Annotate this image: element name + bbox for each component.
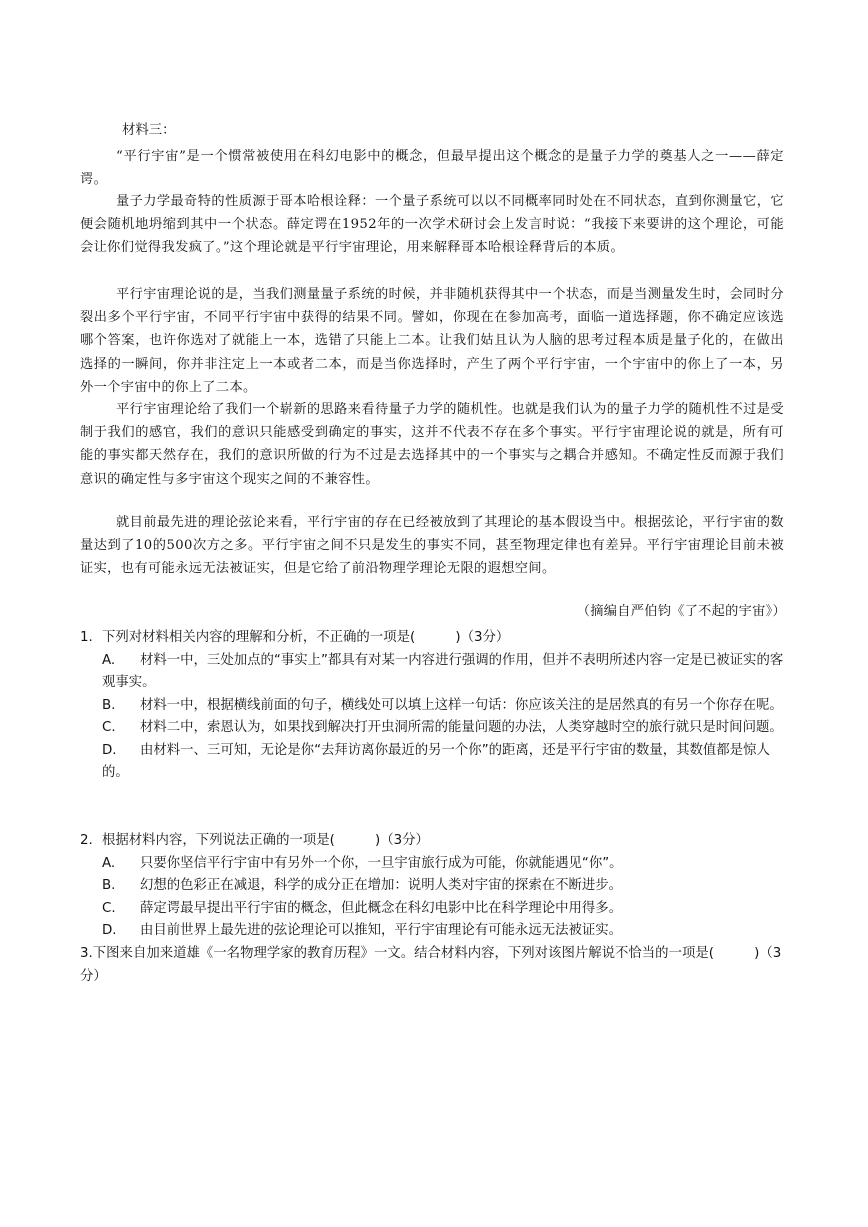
option-a — [80, 853, 790, 876]
option-text: 材料一中，三处加点的“事实上”都具有对某一内容进行强调的作用，但并不表明所述内容一定是已被证实的客观事实。 — [102, 652, 784, 690]
option-label: A. — [102, 652, 116, 668]
option-label: C. — [102, 720, 116, 735]
question-text: 根据材料内容，下列说法正确的一项是( )（3分） — [102, 833, 429, 848]
option-text: 薛定谔最早提出平行宇宙的概念，但此概念在科幻电影中比在科学理论中用得多。 — [140, 900, 623, 916]
question-text: 下图来自加来道雄《一名物理学家的教育历程》一文。结合材料内容，下列对该图片解说不恰当的一项是( )（3分） — [80, 946, 782, 984]
material-heading: 材料三： — [122, 123, 176, 138]
question-number: 1. — [80, 630, 93, 645]
option-label: B. — [102, 878, 116, 893]
question-3 — [80, 943, 790, 988]
option-text: 材料一中，根据横线前面的句子，横线处可以填上这样一句话：你应该关注的是居然真的有另一个你存在呢。 — [140, 697, 783, 713]
material-source: （摘编自严伯钧《了不起的宇宙》） — [576, 604, 786, 619]
material-paragraph-3: 平行宇宙理论说的是，当我们测量量子系统的时候，并非随机获得其中一个状态，而是当测量发生时，会同时分裂出多个平行宇宙，不同平行宇宙中获得的结果不同。譬如，你现在在参加高考，面临一道选择题，你不确定应该选哪个答案，也许你选对了就能上一本，选错了只能上二本。让我们姑且认为人脑的思考过程本质是量子化的，在做出选择的一瞬间，你并非注定上一本或者二本，而是当你选择时，产生了两个平行宇宙，一个宇宙中的你上了一本，另外一个宇宙中的你上了二本。 — [80, 287, 784, 395]
option-c — [80, 717, 790, 740]
option-b — [80, 875, 790, 898]
material-paragraph-1: “平行宇宙”是一个惯常被使用在科幻电影中的概念，但最早提出这个概念的是量子力学的奠基人之一——薛定谔。 — [80, 149, 784, 188]
question-text: 下列对材料相关内容的理解和分析，不正确的一项是( )（3分） — [102, 630, 510, 645]
material-paragraph-2: 量子力学最奇特的性质源于哥本哈根诠释：一个量子系统可以以不同概率同时处在不同状态，直到你测量它，它便会随机地坍缩到其中一个状态。薛定谔在1952年的一次学术研讨会上发言时说：“我接下来要讲的这个理论，可能会让你们觉得我发疯了。”这个理论就是平行宇宙理论，用来解释哥本哈根诠释背后的本质。 — [80, 194, 784, 256]
option-b — [80, 695, 790, 718]
question-number: 2. — [80, 833, 93, 848]
option-text: 幻想的色彩正在减退，科学的成分正在增加：说明人类对宇宙的探索在不断进步。 — [140, 878, 623, 893]
question-1 — [80, 627, 790, 785]
option-c — [80, 898, 790, 921]
material-paragraph-5: 就目前最先进的理论弦论来看，平行宇宙的存在已经被放到了其理论的基本假设当中。根据弦论，平行宇宙的数量达到了10的500次方之多。平行宇宙之间不只是发生的事实不同，甚至物理定律也有差异。平行宇宙理论目前未被证实，也有可能永远无法被证实，但是它给了前沿物理学理论无限的遐想空间。 — [80, 515, 784, 577]
question-stem — [80, 830, 790, 853]
question-stem — [80, 943, 790, 988]
option-text: 材料二中，索恩认为，如果找到解决打开虫洞所需的能量问题的办法，人类穿越时空的旅行就只是时间问题。 — [140, 720, 783, 735]
material-paragraph-4: 平行宇宙理论给了我们一个崭新的思路来看待量子力学的随机性。也就是我们认为的量子力学的随机性不过是受制于我们的感官，我们的意识只能感受到确定的事实，这并不代表不存在多个事实。平行宇宙理论说的就是，所有可能的事实都天然存在，我们的意识所做的行为不过是去选择其中的一个事实与之耦合并感知。不确定性反而源于我们意识的确定性与多宇宙这个现实之间的不兼容性。 — [80, 402, 784, 487]
option-text: 由材料一、三可知，无论是你“去拜访离你最近的另一个你”的距离，还是平行宇宙的数量，其数值都是惊人的。 — [102, 742, 770, 780]
option-label: C. — [102, 900, 116, 916]
option-label: D. — [102, 923, 117, 938]
option-label: A. — [102, 855, 116, 871]
option-text: 由目前世界上最先进的弦论理论可以推知，平行宇宙理论有可能永远无法被证实。 — [140, 923, 623, 938]
question-2 — [80, 830, 790, 943]
option-a — [80, 650, 790, 695]
question-number: 3. — [80, 946, 93, 961]
option-d — [80, 740, 790, 785]
option-d — [80, 920, 790, 943]
option-label: B. — [102, 697, 116, 713]
option-label: D. — [102, 742, 117, 758]
option-text: 只要你坚信平行宇宙中有另外一个你，一旦宇宙旅行成为可能，你就能遇见“你”。 — [140, 855, 623, 871]
question-stem — [80, 627, 790, 650]
